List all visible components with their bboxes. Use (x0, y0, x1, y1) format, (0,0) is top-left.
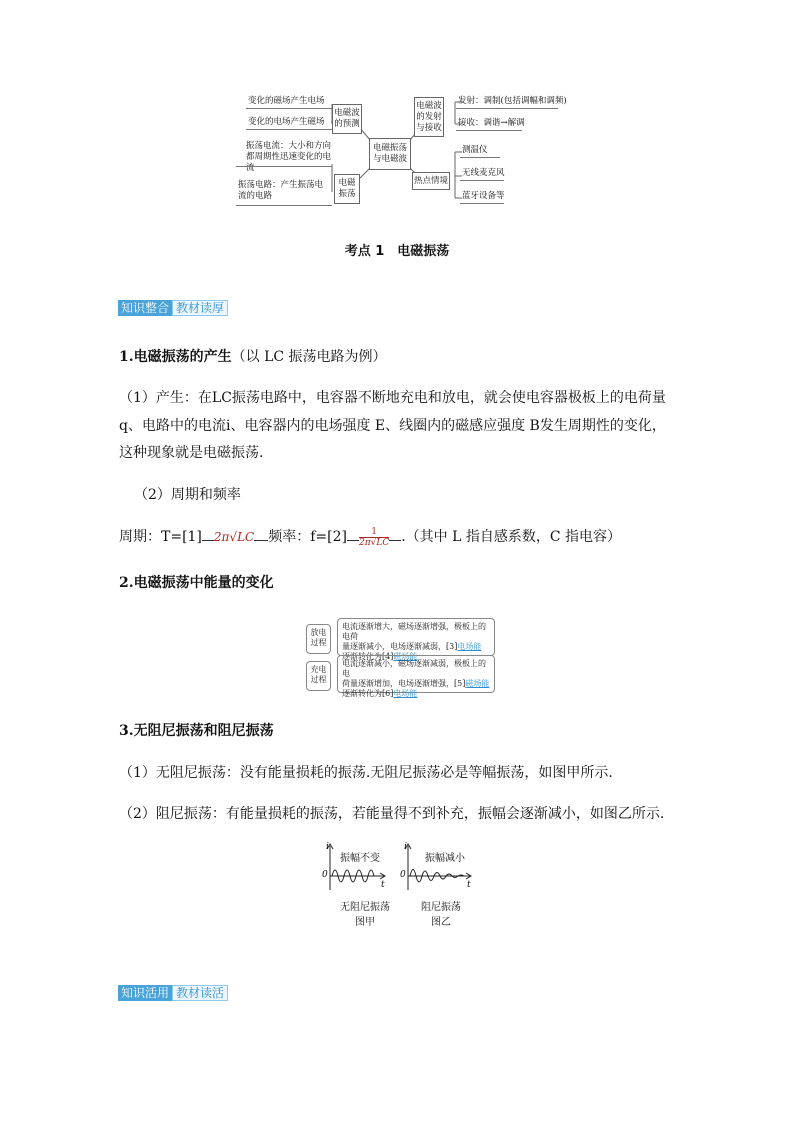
map-prediction-item-2: 变化的电场产生磁场 (248, 117, 325, 127)
map-hotspot-item-1: 测温仪 (462, 145, 488, 155)
charge-description-box (337, 655, 495, 698)
heading-note: （以 LC 振荡电路为例） (231, 349, 387, 365)
paragraph-1-line-2: q、电路中的电流i、电容器内的电场强度 E、线圈内的磁感应强度 B发生周期性的变化， (119, 418, 666, 434)
discharge-text-2: 量逐渐减小，电场逐渐减弱，[3] (342, 642, 458, 651)
map-emission-item-1: 发射：调制(包括调幅和调频) (458, 96, 567, 106)
charge-label: 充电过程 (310, 665, 327, 684)
undamped-caption-line-2: 图甲 (355, 917, 375, 928)
section-badge-integration (118, 300, 228, 316)
section-3-heading: 3.无阻尼振荡和阻尼振荡 (119, 723, 274, 739)
damped-tag: 振幅减小 (425, 853, 465, 864)
section-badge-application (118, 985, 228, 1001)
map-center-label: 电磁振荡与电磁波 (372, 143, 407, 164)
map-emission-node (414, 97, 444, 137)
badge-left: 知识活用 (118, 985, 172, 1001)
heading-text: 电磁振荡的产生 (133, 349, 232, 365)
discharge-text-1: 电流逐渐增大，磁场逐渐增强，极板上的电荷 (342, 622, 486, 641)
frequency-prefix: 频率：f=[2] (268, 529, 347, 545)
section-1-heading (119, 344, 387, 370)
period-answer: 2π√LC (213, 530, 255, 544)
discharge-description-box (337, 618, 495, 661)
heading-number: 1. (119, 349, 134, 365)
charge-label-box (306, 661, 331, 691)
badge-right: 教材读活 (172, 985, 228, 1001)
map-emission-label: 电磁波的发射与接收 (416, 100, 442, 133)
map-prediction-item-1: 变化的磁场产生电场 (248, 96, 325, 106)
undamped-caption (340, 898, 390, 928)
map-emission-item-2: 接收：调谐→解调 (458, 118, 525, 128)
map-prediction-node (332, 104, 362, 134)
topic-title: 考点 1 电磁振荡 (344, 244, 450, 259)
badge-right: 教材读厚 (172, 300, 228, 316)
map-hotspot-label: 热点情境 (414, 175, 449, 186)
map-hotspot-item-3: 蓝牙设备等 (462, 191, 505, 201)
frequency-answer (359, 527, 389, 548)
origin-left: 0 (322, 870, 328, 880)
map-prediction-label: 电磁波的预测 (334, 108, 360, 129)
answer-6: 电场能 (393, 689, 418, 698)
axis-i-left: i (326, 842, 329, 852)
map-oscillation-item-2: 振荡电路：产生振荡电流的电路 (238, 180, 324, 201)
map-oscillation-node (334, 174, 360, 204)
discharge-label: 放电过程 (310, 628, 327, 647)
map-hotspot-node (412, 172, 450, 190)
discharge-label-box (306, 624, 331, 654)
paragraph-2: （2）周期和频率 (134, 487, 241, 503)
answer-4: 磁场能 (393, 652, 418, 661)
paragraph-1-line-3: 这种现象就是电磁振荡. (119, 445, 264, 461)
charge-text-2: 荷量逐渐增加，电场逐渐增强，[5] (342, 679, 466, 688)
paragraph-1-line-1: （1）产生：在LC振荡电路中，电容器不断地充电和放电，就会使电容器极板上的电荷量 (119, 390, 666, 406)
period-suffix: .（其中 L 指自感系数，C 指电容） (401, 529, 622, 545)
period-prefix: 周期：T=[1] (119, 529, 202, 545)
axis-t-right: t (467, 880, 471, 890)
undamped-tag: 振幅不变 (340, 853, 380, 864)
undamped-caption-line-1: 无阻尼振荡 (340, 902, 390, 913)
answer-3: 电场能 (457, 642, 482, 651)
damped-caption-line-2: 图乙 (431, 917, 451, 928)
map-oscillation-label: 电磁振荡 (338, 178, 356, 199)
frequency-numerator: 1 (359, 527, 389, 538)
origin-right: 0 (400, 870, 406, 880)
frequency-denominator: 2π√LC (358, 537, 390, 548)
axis-t-left: t (381, 880, 385, 890)
damped-caption-line-1: 阻尼振荡 (421, 902, 461, 913)
section-2-heading: 2.电磁振荡中能量的变化 (119, 575, 274, 591)
charge-text-1: 电流逐渐减小，磁场逐渐减弱，极板上的电 (342, 659, 486, 678)
period-frequency-line (119, 524, 621, 550)
badge-left: 知识整合 (118, 300, 172, 316)
charge-text-3: 逐渐转化为[6] (342, 689, 394, 698)
axis-i-right: i (404, 842, 407, 852)
map-oscillation-item-1: 振荡电流：大小和方向都周期性迅速变化的电流 (246, 141, 332, 173)
section-3-paragraph-2: （2）阻尼振荡：有能量损耗的振荡，若能量得不到补充，振幅会逐渐减小，如图乙所示. (119, 806, 665, 822)
map-hotspot-item-2: 无线麦克风 (462, 168, 505, 178)
discharge-text-3: 逐渐转化为[4] (342, 652, 394, 661)
answer-5: 磁场能 (465, 679, 490, 688)
damped-caption (416, 898, 466, 928)
map-center-node (369, 138, 411, 170)
section-3-paragraph-1: （1）无阻尼振荡：没有能量损耗的振荡.无阻尼振荡必是等幅振荡，如图甲所示. (119, 765, 613, 781)
